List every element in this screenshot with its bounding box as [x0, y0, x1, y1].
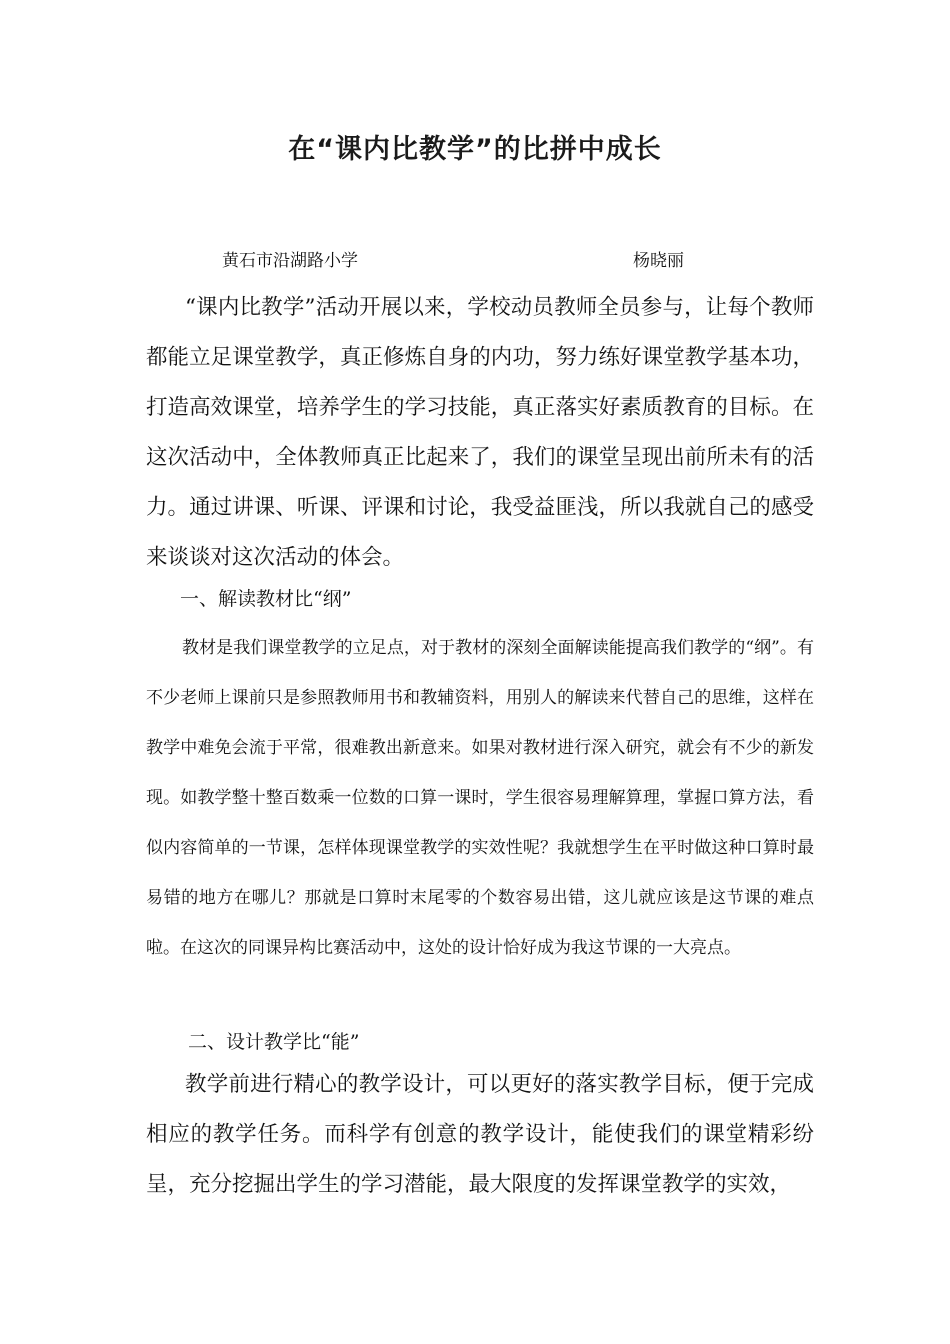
intro-paragraph: “课内比教学”活动开展以来，学校动员教师全员参与，让每个教师都能立足课堂教学，真正修炼自身的内功，努力练好课堂教学基本功，打造高效课堂，培养学生的学习技能，真正落实好素质教育的目标。在这次活动中，全体教师真正比起来了，我们的课堂呈现出前所未有的活力。通过讲课、听课、评课和讨论，我受益匪浅，所以我就自己的感受来谈谈对这次活动的体会。: [146, 295, 814, 570]
section-heading-2: 二、设计教学比“能”: [188, 1031, 360, 1053]
byline-school: 黄石市沿湖路小学: [222, 251, 358, 271]
byline-author: 杨晓丽: [633, 251, 684, 271]
document-title: 在“课内比教学”的比拼中成长: [288, 134, 662, 165]
section-2-paragraph: 教学前进行精心的教学设计，可以更好的落实教学目标，便于完成相应的教学任务。而科学有创意的教学设计，能使我们的课堂精彩纷呈，充分挖掘出学生的学习潜能，最大限度的发挥课堂教学的实效，: [146, 1072, 814, 1197]
section-1-paragraph: 教材是我们课堂教学的立足点，对于教材的深刻全面解读能提高我们教学的“纲”。有不少老师上课前只是参照教师用书和教辅资料，用别人的解读来代替自己的思维，这样在教学中难免会流于平常，很难教出新意来。如果对教材进行深入研究，就会有不少的新发现。如教学整十整百数乘一位数的口算一课时，学生很容易理解算理，掌握口算方法，看似内容简单的一节课，怎样体现课堂教学的实效性呢？我就想学生在平时做这种口算时最易错的地方在哪儿？那就是口算时末尾零的个数容易出错，这儿就应该是这节课的难点啦。在这次的同课异构比赛活动中，这处的设计恰好成为我这节课的一大亮点。: [146, 638, 814, 958]
section-heading-1: 一、解读教材比“纲”: [180, 588, 352, 610]
